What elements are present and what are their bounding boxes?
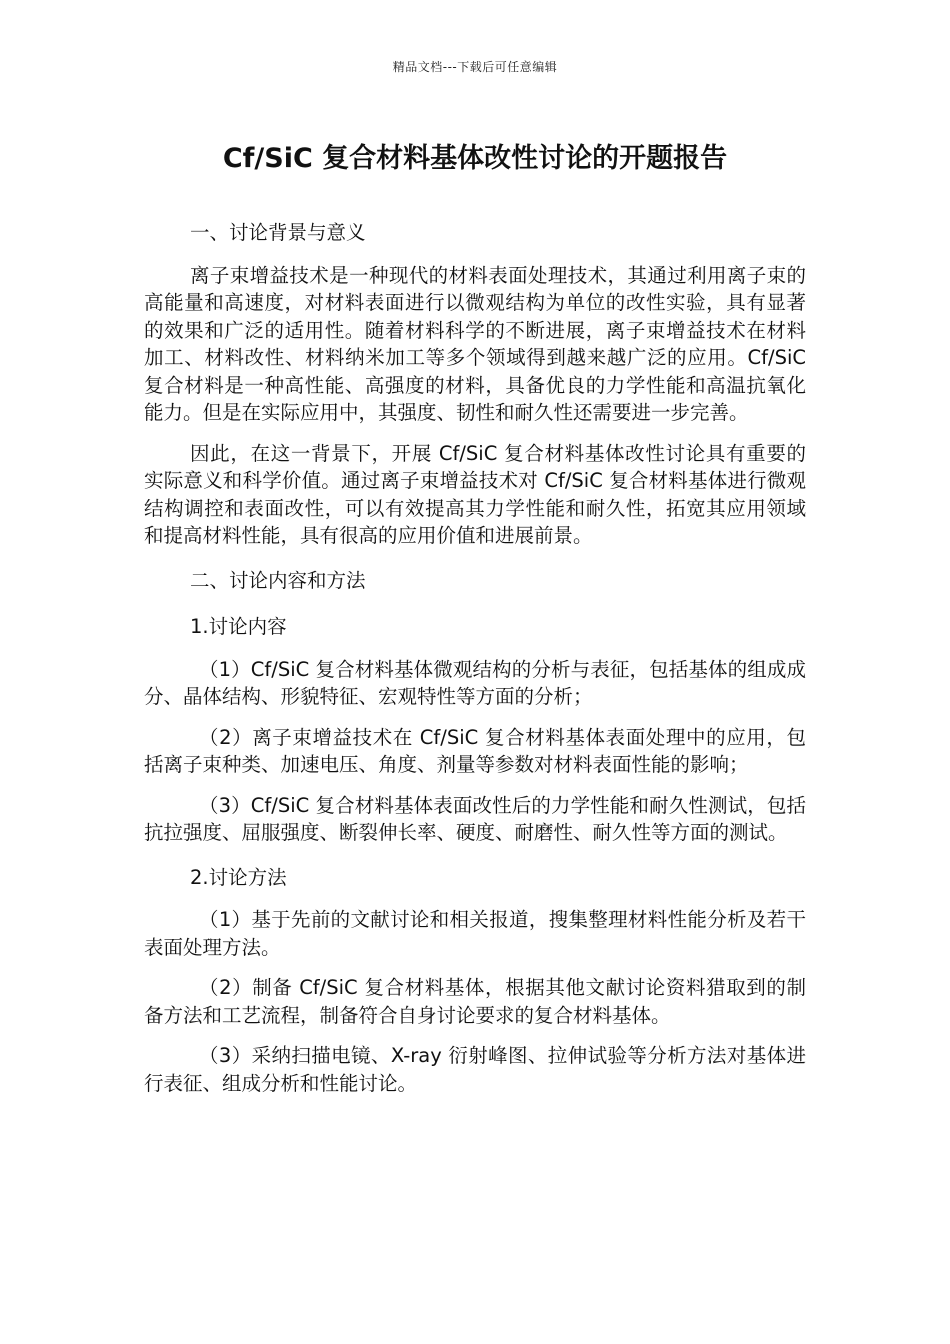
content-item-3: （3）Cf/SiC 复合材料基体表面改性后的力学性能和耐久性测试，包括抗拉强度、屈服强度、断裂伸长率、硬度、耐磨性、耐久性等方面的测试。 xyxy=(144,793,806,844)
background-paragraph-1: 离子束增益技术是一种现代的材料表面处理技术，其通过利用离子束的高能量和高速度，对材料表面进行以微观结构为单位的改性实验，具有显著的效果和广泛的适用性。随着材料科学的不断进展，离子束增益技术在材料加工、材料改性、材料纳米加工等多个领域得到越来越广泛的应用。Cf/SiC 复合材料是一种高性能、高强度的材料，具备优良的力学性能和高温抗氧化能力。但是在实际应用中，其强度、韧性和耐久性还需要进一步完善。 xyxy=(144,263,806,424)
page-header-note: 精品文档---下载后可任意编辑 xyxy=(392,60,558,74)
document-title: Cf/SiC 复合材料基体改性讨论的开题报告 xyxy=(222,143,728,174)
method-item-1: （1）基于先前的文献讨论和相关报道，搜集整理材料性能分析及若干表面处理方法。 xyxy=(144,908,806,959)
background-paragraph-2: 因此，在这一背景下，开展 Cf/SiC 复合材料基体改性讨论具有重要的实际意义和科学价值。通过离子束增益技术对 Cf/SiC 复合材料基体进行微观结构调控和表面改性，可以有效提高其力学性能和耐久性，拓宽其应用领域和提高材料性能，具有很高的应用价值和进展前景。 xyxy=(144,441,806,547)
content-item-2: （2）离子束增益技术在 Cf/SiC 复合材料基体表面处理中的应用，包括离子束种类、加速电压、角度、剂量等参数对材料表面性能的影响； xyxy=(144,725,806,776)
content-item-1: （1）Cf/SiC 复合材料基体微观结构的分析与表征，包括基体的组成成分、晶体结构、形貌特征、宏观特性等方面的分析； xyxy=(144,657,806,708)
document-body xyxy=(144,215,806,1110)
method-item-2: （2）制备 Cf/SiC 复合材料基体，根据其他文献讨论资料猎取到的制备方法和工艺流程，制备符合自身讨论要求的复合材料基体。 xyxy=(144,976,806,1027)
section-heading-background: 一、讨论背景与意义 xyxy=(190,221,366,244)
method-item-3: （3）采纳扫描电镜、X-ray 衍射峰图、拉伸试验等分析方法对基体进行表征、组成分析和性能讨论。 xyxy=(144,1044,806,1095)
section-heading-content-methods: 二、讨论内容和方法 xyxy=(190,568,366,592)
subheading-content: 1.讨论内容 xyxy=(190,615,287,638)
subheading-methods: 2.讨论方法 xyxy=(190,865,287,889)
